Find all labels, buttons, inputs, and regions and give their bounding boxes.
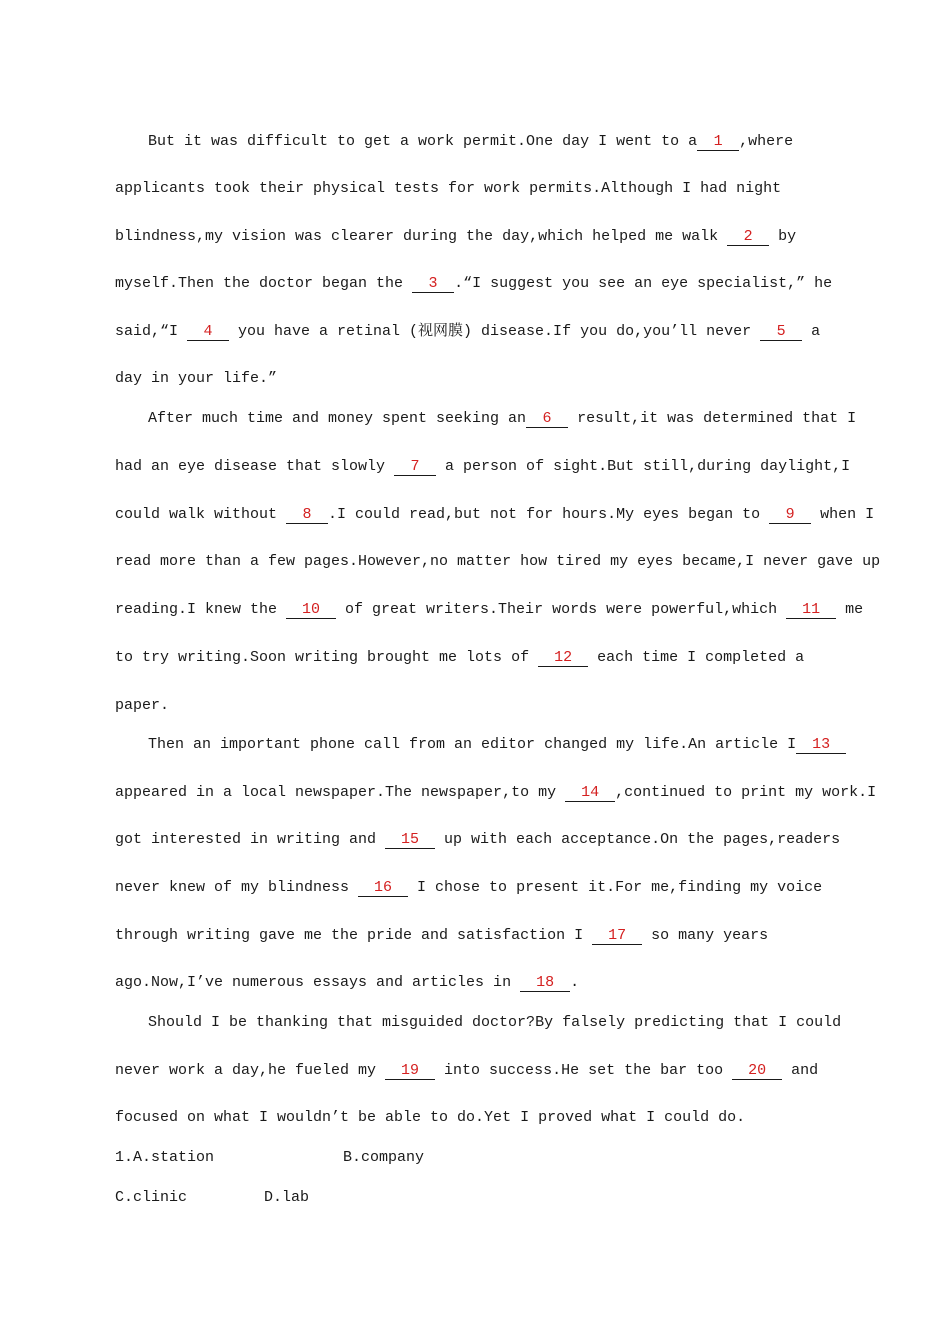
passage-text: Should I be thanking that misguided doctor?By falsely predicting that I could (148, 1014, 842, 1031)
passage-text: . (570, 974, 580, 991)
passage-text: blindness,my vision was clearer during the day,which helped me walk (115, 228, 728, 245)
blank-10[interactable]: 10 (286, 601, 336, 619)
blank-1[interactable]: 1 (697, 133, 739, 151)
passage-text: paper. (115, 697, 170, 714)
passage-line (115, 696, 169, 716)
question-1-row-1 (115, 1148, 214, 1168)
passage-text: a (802, 323, 821, 340)
passage-text: up with each acceptance.On the pages,readers (435, 831, 841, 848)
passage-line (115, 830, 840, 850)
option-d[interactable]: D.lab (264, 1189, 310, 1206)
passage-line (115, 227, 796, 247)
passage-line (115, 600, 863, 620)
passage-line (148, 1013, 841, 1033)
passage-text: got interested in writing and (115, 831, 386, 848)
passage-text: and (782, 1062, 819, 1079)
option-b[interactable]: B.company (343, 1149, 425, 1166)
blank-17[interactable]: 17 (592, 927, 642, 945)
blank-8[interactable]: 8 (286, 506, 328, 524)
passage-text: focused on what I wouldn’t be able to do.Yet I proved what I could do. (115, 1109, 746, 1126)
passage-text: applicants took their physical tests for work permits.Although I had night (115, 180, 782, 197)
blank-13[interactable]: 13 (796, 736, 846, 754)
blank-20[interactable]: 20 (732, 1062, 782, 1080)
passage-text: ,where (739, 133, 794, 150)
passage-text: Then an important phone call from an editor changed my life.An article I (148, 736, 797, 753)
passage-text: reading.I knew the (115, 601, 287, 618)
passage-line (148, 735, 846, 755)
passage-text: result,it was determined that I (568, 410, 857, 427)
blank-3[interactable]: 3 (412, 275, 454, 293)
passage-line (115, 274, 832, 294)
passage-line (115, 505, 874, 525)
blank-9[interactable]: 9 (769, 506, 811, 524)
passage-line (115, 973, 579, 993)
passage-text: had an eye disease that slowly (115, 458, 395, 475)
passage-text: of great writers.Their words were powerful,which (336, 601, 787, 618)
blank-16[interactable]: 16 (358, 879, 408, 897)
question-number: 1. (115, 1149, 134, 1166)
passage-line (115, 783, 876, 803)
passage-line (115, 322, 820, 342)
passage-text: .I could read,but not for hours.My eyes began to (328, 506, 770, 523)
passage-text: through writing gave me the pride and satisfaction I (115, 927, 593, 944)
passage-line (115, 179, 781, 199)
passage-line (115, 1108, 745, 1128)
passage-line (115, 648, 804, 668)
blank-15[interactable]: 15 (385, 831, 435, 849)
option-c[interactable]: C.clinic (115, 1189, 188, 1206)
passage-text: never knew of my blindness (115, 879, 359, 896)
passage-text: But it was difficult to get a work permit.One day I went to a (148, 133, 698, 150)
blank-19[interactable]: 19 (385, 1062, 435, 1080)
passage-text: ago.Now,I’ve numerous essays and articles in (115, 974, 521, 991)
passage-line (115, 552, 880, 572)
passage-text: me (836, 601, 864, 618)
passage-line (115, 878, 822, 898)
passage-text: could walk without (115, 506, 287, 523)
blank-6[interactable]: 6 (526, 410, 568, 428)
blank-5[interactable]: 5 (760, 323, 802, 341)
passage-line (115, 457, 850, 477)
passage-text: I chose to present it.For me,finding my voice (408, 879, 823, 896)
passage-text: After much time and money spent seeking an (148, 410, 527, 427)
passage-text: so many years (642, 927, 769, 944)
passage-text: to try writing.Soon writing brought me lots of (115, 649, 539, 666)
passage-line (115, 926, 768, 946)
passage-text: when I (811, 506, 875, 523)
blank-12[interactable]: 12 (538, 649, 588, 667)
passage-line (148, 409, 856, 429)
blank-7[interactable]: 7 (394, 458, 436, 476)
passage-text: .“I suggest you see an eye specialist,” he (454, 275, 833, 292)
passage-line (148, 132, 793, 152)
passage-text: ,continued to print my work.I (615, 784, 877, 801)
passage-text: never work a day,he fueled my (115, 1062, 386, 1079)
passage-line (115, 369, 277, 389)
passage-text: you have a retinal (视网膜) disease.If you do,you’ll never (229, 323, 761, 340)
passage-text: day in your life.” (115, 370, 278, 387)
blank-4[interactable]: 4 (187, 323, 229, 341)
option-a[interactable]: A.station (133, 1149, 215, 1166)
passage-text: appeared in a local newspaper.The newspaper,to my (115, 784, 566, 801)
passage-text: said,“I (115, 323, 188, 340)
blank-11[interactable]: 11 (786, 601, 836, 619)
passage-text: read more than a few pages.However,no matter how tired my eyes became,I never gave up (115, 553, 881, 570)
passage-text: a person of sight.But still,during daylight,I (436, 458, 851, 475)
passage-text: myself.Then the doctor began the (115, 275, 413, 292)
passage-text: into success.He set the bar too (435, 1062, 733, 1079)
passage-text: by (769, 228, 797, 245)
blank-2[interactable]: 2 (727, 228, 769, 246)
blank-14[interactable]: 14 (565, 784, 615, 802)
blank-18[interactable]: 18 (520, 974, 570, 992)
passage-line (115, 1061, 818, 1081)
passage-text: each time I completed a (588, 649, 805, 666)
